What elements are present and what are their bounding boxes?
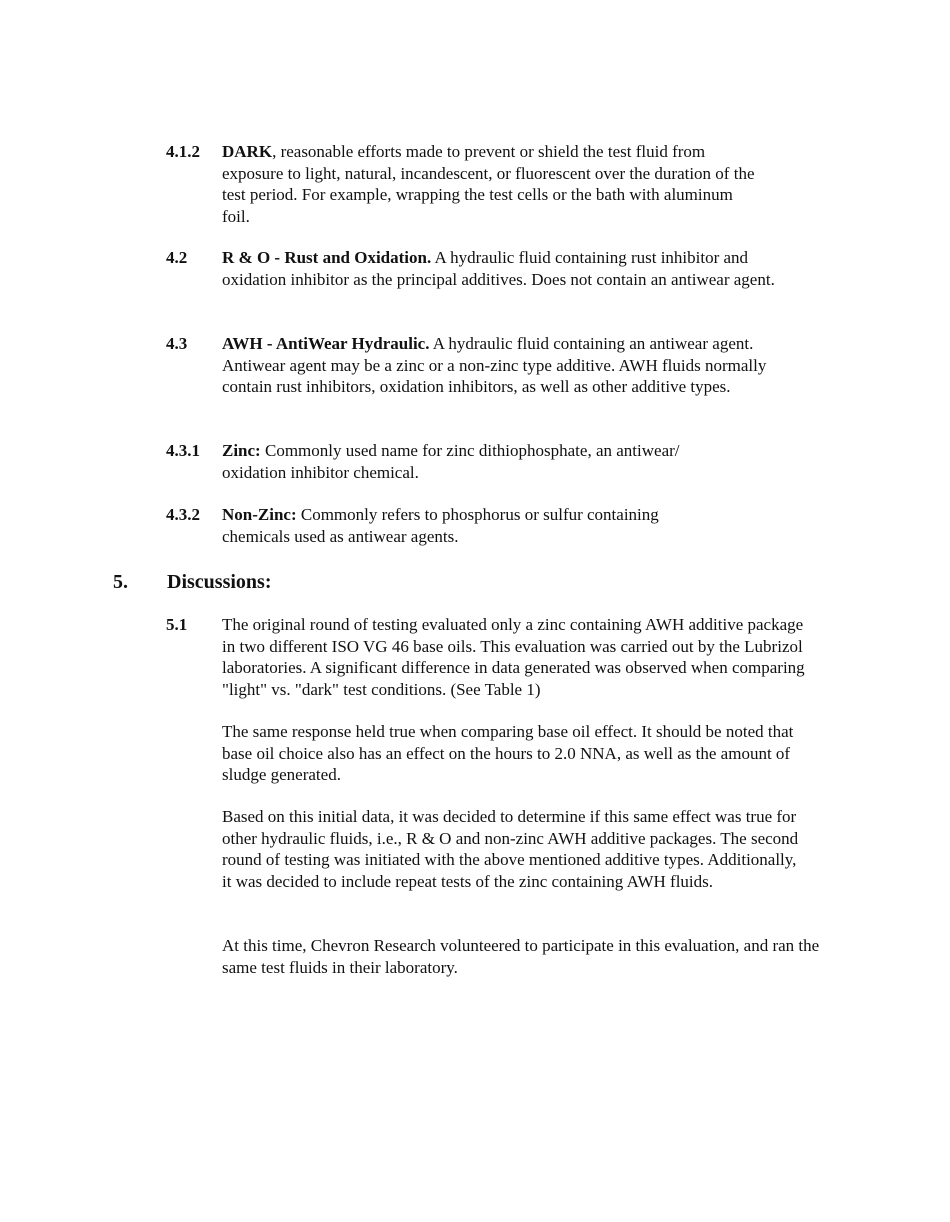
section-title: Discussions:	[167, 571, 272, 593]
definition-4-3-2	[166, 504, 826, 547]
definition-term: AWH - AntiWear Hydraulic.	[222, 334, 430, 353]
definition-text: Commonly refers to phosphorus or sulfur containing chemicals used as antiwear agents.	[222, 505, 659, 546]
section-number: 5.	[113, 571, 128, 593]
section-heading	[113, 569, 271, 595]
definition-body	[222, 247, 812, 290]
definition-text: , reasonable efforts made to prevent or shield the test fluid from exposure to light, natural, incandescent, or fluorescent over the duration of the test period. For example, wrapping the test cells or the bath with aluminum foil.	[222, 142, 755, 226]
discussion-paragraph-2: The same response held true when comparing base oil effect. It should be noted that base oil choice also has an effect on the hours to 2.0 NNA, as well as the amount of sludge generated.	[222, 722, 794, 784]
definition-text: Commonly used name for zinc dithiophosphate, an antiwear/ oxidation inhibitor chemical.	[222, 441, 680, 482]
discussion-number: 5.1	[166, 615, 188, 634]
definition-term: R & O - Rust and Oxidation.	[222, 248, 432, 267]
definition-text: A hydraulic fluid containing an antiwear agent. Antiwear agent may be a zinc or a non-zinc type additive. AWH fluids normally contain rust inhibitors, oxidation inhibitors, as well as other additive types.	[222, 334, 767, 396]
definition-body	[222, 141, 762, 227]
definition-number: 4.3	[166, 334, 188, 353]
definition-term: DARK	[222, 142, 273, 161]
definition-term: Zinc:	[222, 441, 261, 460]
definition-body	[222, 440, 732, 483]
definition-4-1-2	[166, 141, 826, 227]
definition-number: 4.2	[166, 248, 188, 267]
discussion-paragraph-4: At this time, Chevron Research volunteered to participate in this evaluation, and ran the same test fluids in their laboratory.	[222, 936, 820, 977]
definition-number: 4.1.2	[166, 142, 200, 161]
definition-text: A hydraulic fluid containing rust inhibitor and oxidation inhibitor as the principal additives. Does not contain an antiwear agent.	[222, 248, 775, 289]
definition-term: Non-Zinc:	[222, 505, 297, 524]
discussion-paragraph-1: The original round of testing evaluated only a zinc containing AWH additive package in two different ISO VG 46 base oils. This evaluation was carried out by the Lubrizol laboratories. A significant difference in data generated was observed when comparing "light" vs. "dark" test conditions. (See Table 1)	[222, 615, 805, 699]
definition-4-2	[166, 247, 826, 290]
definition-number: 4.3.2	[166, 505, 200, 524]
definition-body	[222, 504, 712, 547]
definition-number: 4.3.1	[166, 441, 200, 460]
definition-body	[222, 333, 812, 398]
definition-4-3-1	[166, 440, 826, 483]
discussion-paragraph-3: Based on this initial data, it was decided to determine if this same effect was true for other hydraulic fluids, i.e., R & O and non-zinc AWH additive packages. The second round of testing was initiated with the above mentioned additive types. Additionally, it was decided to include repeat tests of the zinc containing AWH fluids.	[222, 807, 799, 891]
definition-4-3	[166, 333, 826, 398]
